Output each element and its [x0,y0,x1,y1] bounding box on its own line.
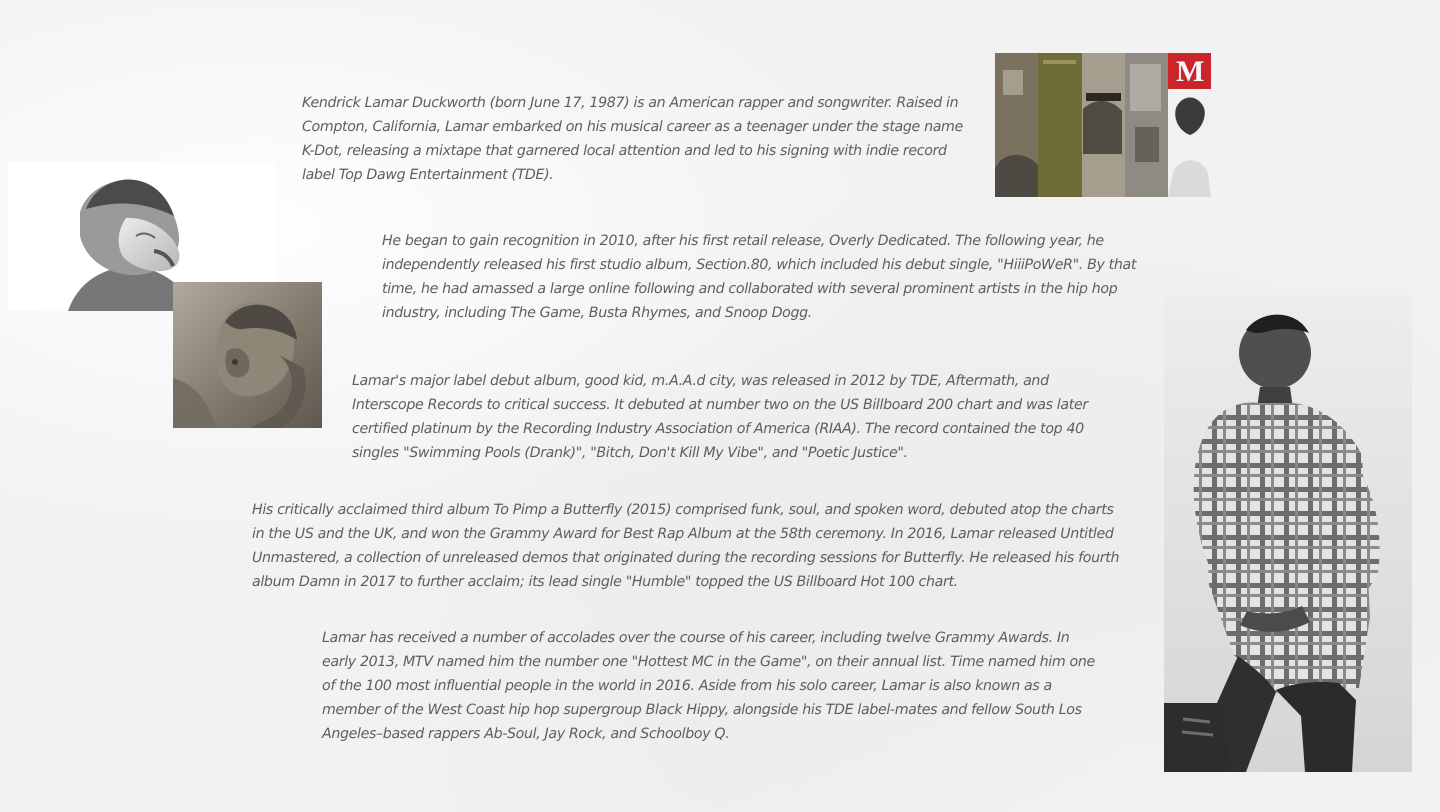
album-covers-strip [995,53,1211,197]
album-cover-m-letter: M [1176,55,1205,88]
kendrick-profile-photo [173,282,322,428]
bio-paragraph-major-label-debut: Lamar's major label debut album, good kid, m.A.A.d city, was released in 2012 by TDE, Aftermath, and Interscope Records to critical success. It debuted at number two on the US Billboard 200 chart and was later certified platinum by the Recording Industry Association of America (RIAA). The record contained the top 40 singles "Swimming Pools (Drank)", "Bitch, Don't Kill My Vibe", and "Poetic Justice". [352,373,1088,461]
bio-paragraph-accolades: Lamar has received a number of accolades over the course of his career, including twelve Grammy Awards. In early 2013, MTV named him the number one "Hottest MC in the Game", on their annual list. Time named him one of the 100 most influential people in the world in 2016. Aside from his solo career, Lamar is also known as a member of the West Coast hip hop supergroup Black Hippy, alongside his TDE label-mates and fellow South Los Angeles–based rappers Ab-Soul, Jay Rock, and Schoolboy Q. [322,630,1095,742]
bio-paragraph-recognition: He began to gain recognition in 2010, after his first retail release, Overly Dedicated. The following year, he independently released his first studio album, Section.80, which included his debut single, "HiiiPoWeR". By that time, he had amassed a large online following and collaborated with several prominent artists in the hip hop industry, including The Game, Busta Rhymes, and Snoop Dogg. [382,233,1137,321]
bio-paragraph-early-life: Kendrick Lamar Duckworth (born June 17, 1987) is an American rapper and songwriter. Raised in Compton, California, Lamar embarked on his musical career as a teenager under the stage name K-Dot, releasing a mixtape that garnered local attention and led to his signing with indie record label Top Dawg Entertainment (TDE). [302,95,963,183]
kendrick-performance-photo [1164,295,1412,772]
bio-paragraph-to-pimp-a-butterfly: His critically acclaimed third album To Pimp a Butterfly (2015) comprised funk, soul, and spoken word, debuted atop the charts in the US and the UK, and won the Grammy Award for Best Rap Album at the 58th ceremony. In 2016, Lamar released Untitled Unmastered, a collection of unreleased demos that originated during the recording sessions for Butterfly. He released his fourth album Damn in 2017 to further acclaim; its lead single "Humble" topped the US Billboard Hot 100 chart. [252,502,1120,590]
